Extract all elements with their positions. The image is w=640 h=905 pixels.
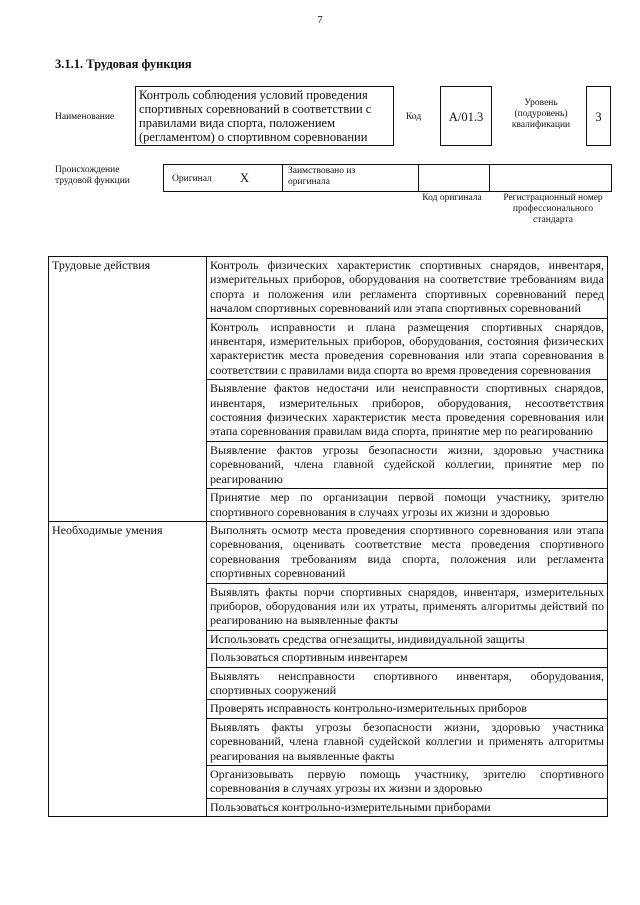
- table-cell: Контроль исправности и плана размещения спортивных снарядов, инвентаря, измерительных приборов, оборудования, состояния физических характеристик места проведения соревнования или этапа соревнования в соответствии с правилами вида спорта во время проведения соревнования: [207, 318, 608, 380]
- origin-row: [163, 164, 612, 192]
- origin-divider: [282, 165, 283, 191]
- page-number: 7: [317, 14, 323, 26]
- table-cell: Выявление фактов недостачи или неисправности спортивных снарядов, инвентаря, измерительных приборов, оборудования, несоответствия состояния физических характеристик места проведения соревнования или этапа соревнования правилам вида спорта, принятие мер по реагированию: [207, 380, 608, 442]
- table-row: [49, 257, 608, 319]
- section-title: 3.1.1. Трудовая функция: [55, 57, 192, 71]
- table-cell: Использовать средства огнезащиты, индивидуальной защиты: [207, 630, 608, 648]
- table-cell: Контроль физических характеристик спортивных снарядов, инвентаря, измерительных приборов, оборудования на соответствие требованиям вида спорта и положения или регламента спортивных соревнований перед началом спортивных соревнований или этапа спортивных соревнований: [207, 257, 608, 319]
- table-cell: Выявление фактов угрозы безопасности жизни, здоровью участника соревнований, члена главной судейской коллегии, принятие мер по реагированию: [207, 441, 608, 488]
- qualification-level-label: Уровень (подуровень) квалификации: [511, 98, 571, 130]
- function-name: Контроль соблюдения условий проведения спортивных соревнований в соответствии с правилами вида спорта, положением (регламентом) о спортивном соревновании: [135, 86, 394, 146]
- table-cell: Принятие мер по организации первой помощи участнику, зрителю спортивного соревнования в случаях угрозы их жизни и здоровью: [207, 489, 608, 522]
- table-cell: Выполнять осмотр места проведения спортивного соревнования или этапа соревнования, оценивать соответствие места проведения спортивного соревнования требованиям вида спорта, положения или регламента спортивных соревнований: [207, 521, 608, 583]
- code-label: Код: [406, 112, 422, 122]
- table-cell: Выявлять факты порчи спортивных снарядов, инвентаря, измерительных приборов, оборудования или их утраты, применять алгоритмы действий по реагированию на выявленные факты: [207, 583, 608, 630]
- section-label: Необходимые умения: [49, 521, 207, 816]
- origin-label: Происхождение трудовой функции: [55, 165, 130, 186]
- code-value: A/01.3: [440, 86, 492, 146]
- reg-number-label: Регистрационный номер профессионального стандарта: [503, 193, 603, 225]
- table-cell: Организовывать первую помощь участнику, зрителю спортивного соревнования в случаях угрозы их жизни и здоровью: [207, 766, 608, 799]
- table-cell: Пользоваться контрольно-измерительными приборами: [207, 798, 608, 816]
- section-label: Трудовые действия: [49, 257, 207, 522]
- name-label: Наименование: [55, 112, 115, 122]
- table-cell: Выявлять неисправности спортивного инвентаря, оборудования, спортивных сооружений: [207, 667, 608, 700]
- origin-divider: [418, 165, 419, 191]
- table-cell: Выявлять факты угрозы безопасности жизни, здоровью участника соревнований, члена главной судейской коллегии и применять алгоритмы реагирования на выявленные факты: [207, 718, 608, 765]
- function-details-table: [48, 256, 608, 817]
- origin-divider: [489, 165, 490, 191]
- original-mark: X: [240, 171, 250, 185]
- borrowed-label: Заимствовано из оригинала: [288, 166, 356, 187]
- code-original-label: Код оригинала: [422, 193, 482, 203]
- table-row: [49, 521, 608, 583]
- table-cell: Проверять исправность контрольно-измерительных приборов: [207, 700, 608, 718]
- qualification-level-value: 3: [586, 86, 611, 146]
- table-cell: Пользоваться спортивным инвентарем: [207, 649, 608, 667]
- original-label: Оригинал: [172, 174, 212, 184]
